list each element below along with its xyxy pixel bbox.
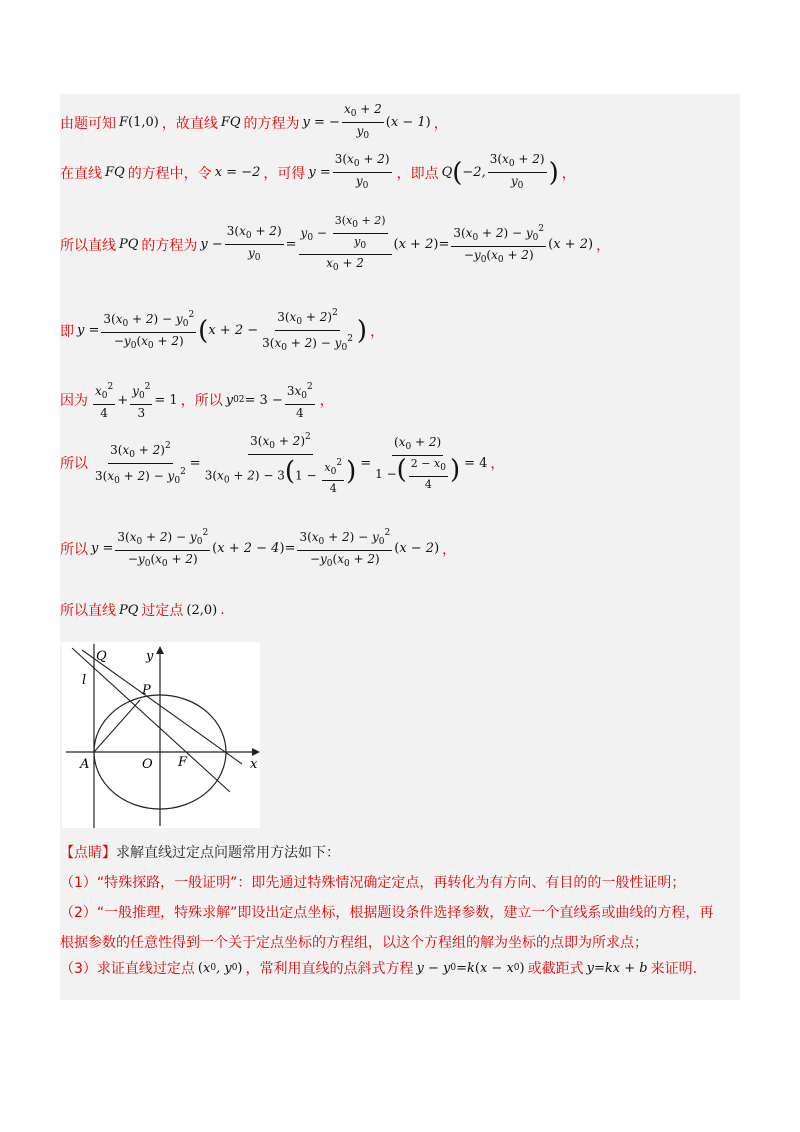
y-axis-arrow bbox=[156, 646, 164, 654]
note-1: （1）“特殊探路，一般证明”：即先通过特殊情况确定定点，再转化为有方向、有目的的一般性证明； bbox=[60, 875, 686, 891]
label-y: y bbox=[146, 649, 154, 664]
solution-panel bbox=[60, 94, 740, 1000]
label-A: A bbox=[80, 757, 90, 772]
formula-ellipse: $\frac{x_0^2}{4}$ + $\frac{y_0^2}{3}$ = 1 bbox=[95, 382, 178, 420]
geometry-figure bbox=[62, 642, 260, 828]
line-PQ bbox=[82, 650, 242, 764]
formula-final: y = $\frac{3(x_0 + 2) - y_0^2}{-y_0(x_0 + 2)}$ ( x + 2 − 4 ) = $\frac{3(x_0 + 2) - y_0^2}{-y_0(x_0 + 2)}$ ( x − 2 ) bbox=[91, 528, 440, 569]
line-7: 所以 y = $\frac{3(x_0 + 2) - y_0^2}{-y_0(x_0 + 2)}$ ( x + 2 − 4 ) = $\frac{3(x_0 + 2) - y_0^2}{-y_0(x_0 + 2)}$ ( x − 2 ) ， bbox=[60, 528, 457, 569]
formula-simplified: y = $\frac{3(x_0 + 2) - y_0^2}{-y_0(x_0 + 2)}$ ( x + 2 − $\frac{3(x_0 + 2)^2}{3(x_0 + 2) - y_0^2}$ ) bbox=[77, 308, 368, 353]
note-2a: （2）“一般推理，特殊求解”即设出定点坐标，根据题设条件选择参数，建立一个直线系或曲线的方程，再 bbox=[60, 905, 714, 921]
line-5: 因为 $\frac{x_0^2}{4}$ + $\frac{y_0^2}{3}$ = 1 ，所以 y 0 2 = 3 − $\frac{3x_0^2}{4}$ ， bbox=[60, 382, 334, 420]
line-3: 所以直线 PQ 的方程为 y − $\frac{3(x_0 + 2)}{y_0}$ = $y_0$ − $\frac{3(x_0 + 2)}{y_0}$ $x_0 + 2$ ( x + 2 ) = $\frac{3(x_0 + 2) - y_0^2}{-y_0(x_0 + 2)}$ ( x + 2 ) ， bbox=[60, 214, 611, 273]
label-l: l bbox=[82, 673, 87, 688]
formula-y0-squared: y 0 2 = 3 − $\frac{3x_0^2}{4}$ bbox=[225, 382, 313, 420]
formula-y-value: y = $\frac{3(x_0 + 2)}{y_0}$ bbox=[308, 152, 390, 191]
line-8: 所以直线 PQ 过定点 (2,0) . bbox=[60, 602, 225, 619]
x-axis-arrow bbox=[252, 748, 260, 756]
note-2b: 根据参数的任意性得到一个关于定点坐标的方程组，以这个方程组的解为坐标的点即为所求点； bbox=[60, 935, 648, 951]
formula-ratio: $\frac{3(x_0 + 2)^2}{3(x_0 + 2) - y_0^2}$ = $3(x_0 + 2)^2$ $3(x_0 + 2) - 3(1$ − $\frac{x_0^2}{4}$ ) = $(x_0 + 2)$ 1 −( $\frac{2 - x_0}{4}$ ) = 4 bbox=[95, 432, 488, 495]
formula-point-slope: y − y 0 = k ( x − x 0 ) bbox=[416, 960, 525, 976]
formula-pq: y − $\frac{3(x_0 + 2)}{y_0}$ = $y_0$ − $\frac{3(x_0 + 2)}{y_0}$ $x_0 + 2$ ( x + 2 ) = $\frac{3(x_0 + 2) - y_0^2}{-y_0(x_0 + 2)}$ ( x + 2 ) bbox=[200, 214, 594, 273]
line-6: 所以 $\frac{3(x_0 + 2)^2}{3(x_0 + 2) - y_0^2}$ = $3(x_0 + 2)^2$ $3(x_0 + 2) - 3(1$ − $\frac{x_0^2}{4}$ ) = $(x_0 + 2)$ 1 −( $\frac{2 - x_0}{4}$ ) = 4 ， bbox=[60, 432, 505, 495]
figure-svg bbox=[62, 642, 260, 828]
line-4: 即 y = $\frac{3(x_0 + 2) - y_0^2}{-y_0(x_0 + 2)}$ ( x + 2 − $\frac{3(x_0 + 2)^2}{3(x_0 + 2) - y_0^2}$ ) ， bbox=[60, 308, 385, 353]
line-2: 在直线 FQ 的方程中，令 x = −2 ，可得 y = $\frac{3(x_0 + 2)}{y_0}$ ，即点 Q ( −2, $\frac{3(x_0 + 2)}{y_0}$ ) ， bbox=[60, 152, 576, 191]
note-title: 【点睛】求解直线过定点问题常用方法如下： bbox=[60, 845, 340, 861]
label-Q: Q bbox=[96, 649, 107, 664]
line-1: 由题可知 F (1,0) ，故直线 FQ 的方程为 y = − $\frac{x_0 + 2}{y_0}$ ( x − 1 ) ， bbox=[60, 102, 448, 141]
label-P: P bbox=[142, 683, 151, 698]
note-3: （3）求证直线过定点 ( x 0 , y 0 ) ，常利用直线的点斜式方程 y − y 0 = k ( x − x 0 ) 或截距式 y = kx + b 来证明. bbox=[60, 960, 698, 977]
formula-intercept: y = kx + b bbox=[586, 960, 648, 976]
label-F: F bbox=[178, 755, 188, 770]
point-F: F (1,0) bbox=[119, 115, 159, 130]
label-x: x bbox=[250, 757, 258, 772]
label-O: O bbox=[142, 757, 153, 772]
point-Q: Q ( −2, $\frac{3(x_0 + 2)}{y_0}$ ) bbox=[441, 152, 559, 191]
formula-point-x0y0: ( x 0 , y 0 ) bbox=[197, 960, 243, 976]
formula-fq: y = − $\frac{x_0 + 2}{y_0}$ ( x − 1 ) bbox=[302, 102, 431, 141]
